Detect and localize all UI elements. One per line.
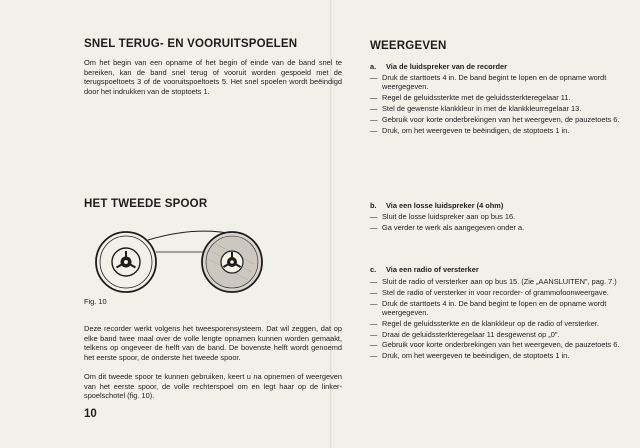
subsection-a-label: Via de luidspreker van de recorder: [386, 62, 508, 71]
list-item: — Gebruik voor korte onderbrekingen van het weergeven, de pauzetoets 6.: [370, 114, 620, 124]
section-title-playback: WEERGEVEN: [370, 40, 447, 52]
list-item: — Stel de radio of versterker in voor recorder- of grammofoonweergave.: [370, 287, 609, 297]
tape-reels-illustration: [84, 222, 304, 294]
section-title-second-track: HET TWEEDE SPOOR: [84, 198, 208, 210]
figure-caption: Fig. 10: [84, 297, 107, 306]
page-number: 10: [84, 408, 97, 420]
subsection-c-label: Via een radio of versterker: [386, 265, 479, 274]
list-item: — Druk de starttoets 4 in. De band begint te lopen en de opname wordt weergegeven.: [370, 298, 607, 317]
right-reel-full-icon: [202, 232, 262, 292]
subsection-a-letter: a.: [370, 62, 377, 71]
list-item: — Sluit de losse luidspreker aan op bus 16.: [370, 212, 516, 221]
subsection-c-list: [370, 278, 622, 363]
subsection-c-letter: c.: [370, 265, 377, 274]
subsection-c-title: [370, 265, 479, 274]
list-item: — Gebruik voor korte onderbrekingen van het weergeven, de pauzetoets 6.: [370, 340, 620, 350]
list-item: — Ga verder te werk als aangegeven onder a.: [370, 222, 525, 232]
flip-reel-paragraph: Om dit tweede spoor te kunnen gebruiken, keert u na opnemen of weergeven van het eerste spoor, de volle rechterspoel om en legt haar op de linker-spoelschotel (fig. 10).: [84, 372, 342, 401]
subsection-b-label: Via een losse luidspreker (4 ohm): [386, 201, 504, 210]
list-item: — Regel de geluidssterkte met de geluidssterkteregelaar 11.: [370, 92, 571, 102]
subsection-b-letter: b.: [370, 201, 377, 210]
two-track-paragraph: Deze recorder werkt volgens het tweesporensysteem. Dat wil zeggen, dat op elke band twee maal over de volle lengte opnamen kunnen worden gemaakt, telkens op ongeveer de helft van de band. De bovenste helft wordt genoemd het eerste spoor, de onderste het tweede spoor.: [84, 324, 342, 362]
section-title-fast-wind: SNEL TERUG- EN VOORUITSPOELEN: [84, 38, 298, 50]
fast-wind-paragraph: Om het begin van een opname of het begin of einde van de band snel te bereiken, kan de band snel terug of vooruit worden gespoeld met de terugspoeltoets 3 of de vooruitspoeltoets 5. Het snel spoelen wordt beëindigd door het indrukken van de stoptoets 1.: [84, 58, 342, 96]
subsection-b-title: [370, 201, 503, 210]
list-item: — Druk, om het weergeven te beëindigen, de stoptoets 1 in.: [370, 351, 570, 361]
list-item: — Druk, om het weergeven te beëindigen, de stoptoets 1 in.: [370, 125, 570, 135]
left-reel-empty-icon: [96, 232, 156, 292]
list-item: — Stel de gewenste klankkleur in met de klankkleurregelaar 13.: [370, 103, 582, 113]
list-item: — Druk de starttoets 4 in. De band begint te lopen en de opname wordt weergegeven.: [370, 73, 607, 91]
subsection-a-list: [370, 74, 622, 137]
list-item: — Regel de geluidssterkte en de klankkleur op de radio of versterker.: [370, 318, 599, 328]
list-item: — Draai de geluidssterkteregelaar 11 desgewenst op „0".: [370, 329, 560, 339]
list-item: — Sluit de radio of versterker aan op bus 15. (Zie „AANSLUITEN", pag. 7.): [370, 277, 617, 286]
subsection-b-list: [370, 213, 622, 235]
subsection-a-title: [370, 62, 507, 71]
